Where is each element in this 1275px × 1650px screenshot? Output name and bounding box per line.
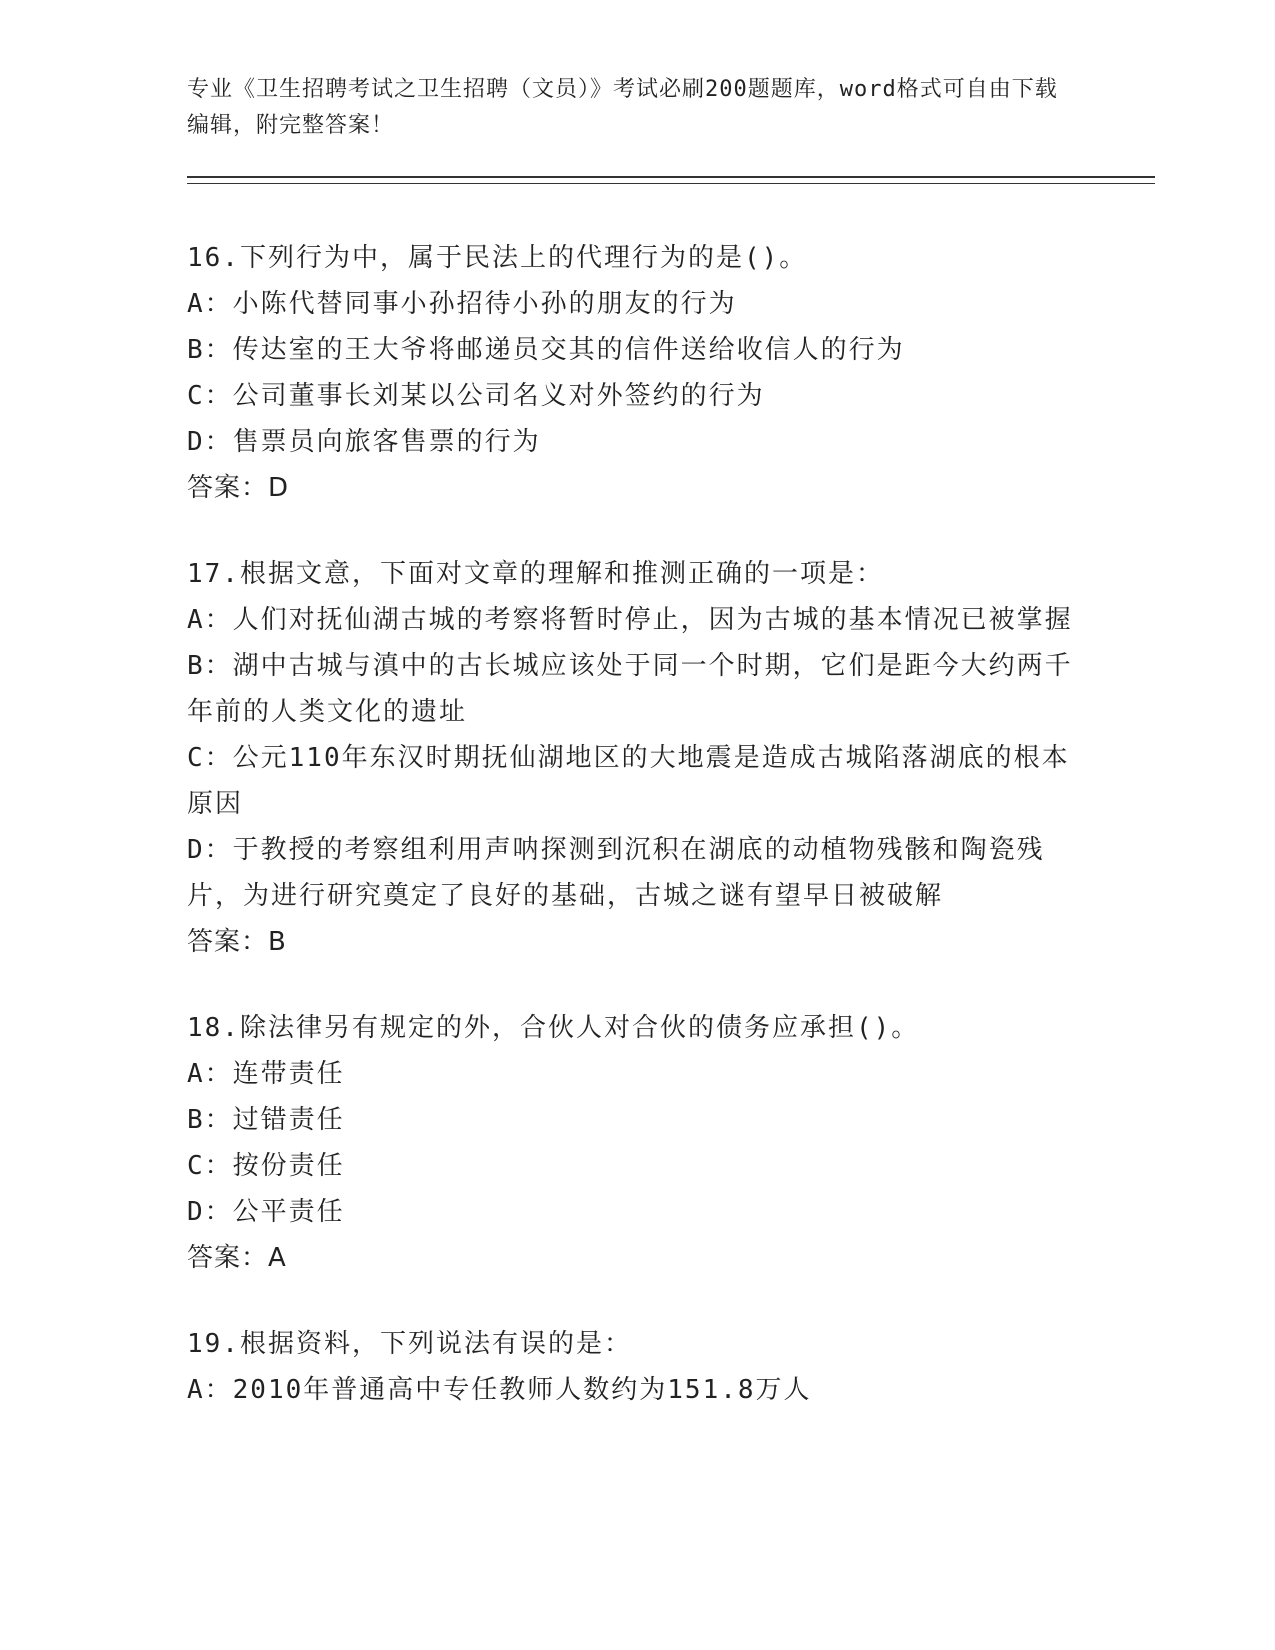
option-d: D：于教授的考察组利用声呐探测到沉积在湖底的动植物残骸和陶瓷残片，为进行研究奠定了良好的基础，古城之谜有望早日被破解: [187, 835, 1045, 911]
option-a: A：连带责任: [187, 1059, 345, 1089]
option-a: A：人们对抚仙湖古城的考察将暂时停止，因为古城的基本情况已被掌握: [187, 605, 1073, 635]
answer-label: 答案：D: [187, 473, 290, 503]
option-c: C：公司董事长刘某以公司名义对外签约的行为: [187, 381, 765, 411]
option-d: D：公平责任: [187, 1197, 345, 1227]
question-stem: 17.根据文意，下面对文章的理解和推测正确的一项是：: [187, 559, 884, 589]
option-d: D：售票员向旅客售票的行为: [187, 427, 541, 457]
question-list: [187, 235, 1087, 1453]
question-16: [187, 235, 1087, 511]
option-a: A：2010年普通高中专任教师人数约为151.8万人: [187, 1375, 812, 1405]
document-header: 专业《卫生招聘考试之卫生招聘（文员）》考试必刷200题题库，word格式可自由下载编辑，附完整答案！: [187, 77, 1058, 138]
question-19: [187, 1321, 1087, 1413]
option-b: B：过错责任: [187, 1105, 345, 1135]
option-b: B：湖中古城与滇中的古长城应该处于同一个时期，它们是距今大约两千年前的人类文化的遗址: [187, 651, 1073, 727]
option-c: C：公元110年东汉时期抚仙湖地区的大地震是造成古城陷落湖底的根本原因: [187, 743, 1070, 819]
option-a: A：小陈代替同事小孙招待小孙的朋友的行为: [187, 289, 737, 319]
answer-label: 答案：A: [187, 1243, 287, 1273]
question-stem: 19.根据资料，下列说法有误的是：: [187, 1329, 632, 1359]
option-b: B：传达室的王大爷将邮递员交其的信件送给收信人的行为: [187, 335, 905, 365]
question-18: [187, 1005, 1087, 1281]
question-stem: 16.下列行为中，属于民法上的代理行为的是()。: [187, 243, 808, 273]
answer-label: 答案：B: [187, 927, 287, 957]
question-stem: 18.除法律另有规定的外，合伙人对合伙的债务应承担()。: [187, 1013, 920, 1043]
header-divider: [187, 176, 1155, 184]
question-17: [187, 551, 1087, 965]
option-c: C：按份责任: [187, 1151, 345, 1181]
